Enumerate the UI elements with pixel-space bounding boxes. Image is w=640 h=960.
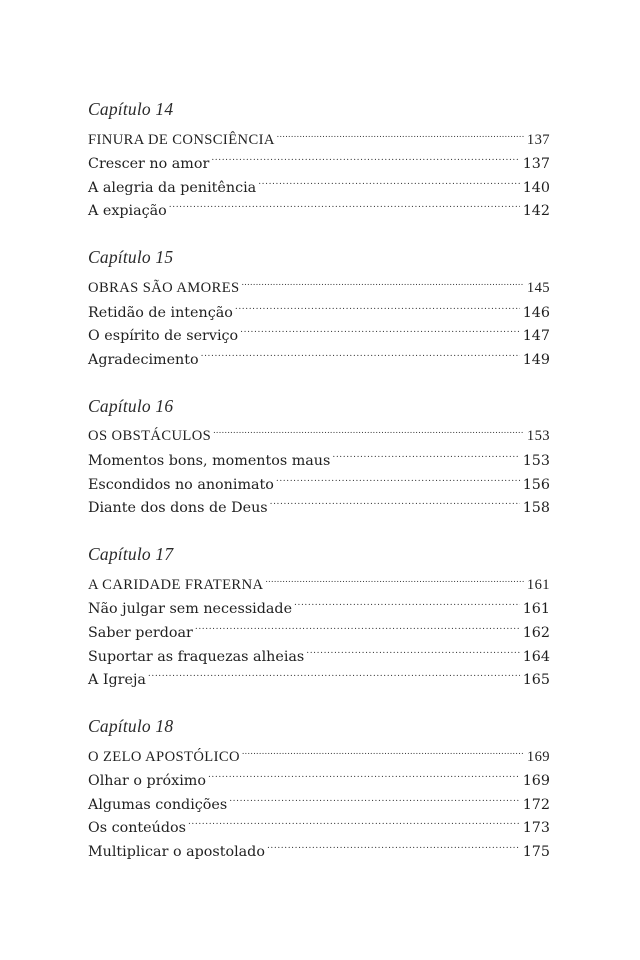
page-number: 149	[522, 351, 550, 368]
chapter-title: O ZELO APOSTÓLICO	[88, 748, 240, 765]
section-title: Suportar as fraquezas alheias	[88, 648, 305, 665]
page-number: 169	[526, 748, 550, 765]
chapter-17	[88, 543, 550, 689]
page-number: 153	[526, 428, 550, 445]
page-number: 158	[522, 500, 550, 517]
page-number: 175	[522, 844, 550, 861]
section-title: Saber perdoar	[88, 624, 193, 641]
page-number: 153	[522, 452, 550, 469]
page-number: 137	[522, 156, 550, 173]
dot-leader	[242, 737, 524, 761]
section-title: Olhar o próximo	[88, 773, 206, 790]
dot-leader	[201, 340, 520, 364]
dot-leader	[240, 317, 520, 341]
chapter-14	[88, 98, 550, 220]
chapter-label: Capítulo 18	[88, 716, 174, 737]
section-title: Não julgar sem necessidade	[88, 601, 293, 618]
dot-leader	[258, 168, 520, 192]
chapter-title: OBRAS SÃO AMORES	[88, 279, 240, 296]
dot-leader	[242, 268, 524, 292]
chapter-15	[88, 246, 550, 368]
section-title: Escondidos no anonimato	[88, 476, 274, 493]
chapter-main-entry[interactable]	[88, 565, 550, 593]
page-number: 140	[522, 179, 550, 196]
chapter-title: OS OBSTÁCULOS	[88, 428, 212, 445]
chapter-title: A CARIDADE FRATERNA	[88, 576, 264, 593]
section-title: Diante dos dons de Deus	[88, 500, 268, 517]
dot-leader	[267, 832, 520, 856]
dot-leader	[270, 489, 520, 513]
page-number: 137	[526, 131, 550, 148]
chapter-label: Capítulo 16	[88, 395, 174, 416]
chapter-label: Capítulo 15	[88, 247, 174, 268]
section-title: Multiplicar o apostolado	[88, 844, 265, 861]
chapter-main-entry[interactable]	[88, 737, 550, 765]
dot-leader	[229, 785, 520, 809]
page-number: 142	[522, 203, 550, 220]
page-number: 156	[522, 476, 550, 493]
page-number: 165	[522, 672, 550, 689]
dot-leader	[211, 145, 519, 169]
section-title: O espírito de serviço	[88, 328, 239, 345]
section-title: A expiação	[88, 203, 167, 220]
page-number: 162	[522, 624, 550, 641]
dot-leader	[332, 441, 519, 465]
page-number: 147	[522, 328, 550, 345]
page-number: 173	[522, 820, 550, 837]
chapter-main-entry[interactable]	[88, 268, 550, 296]
chapter-18	[88, 715, 550, 861]
section-title: Algumas condições	[88, 796, 228, 813]
page-number: 161	[522, 601, 550, 618]
dot-leader	[294, 590, 520, 614]
dot-leader	[306, 637, 519, 661]
chapter-title: FINURA DE CONSCIÊNCIA	[88, 131, 275, 148]
dot-leader	[169, 192, 520, 216]
chapter-main-entry[interactable]	[88, 417, 550, 445]
section-title: Momentos bons, momentos maus	[88, 452, 331, 469]
section-title: Crescer no amor	[88, 156, 210, 173]
page-number: 145	[526, 279, 550, 296]
dot-leader	[277, 120, 524, 144]
section-title: A alegria da penitência	[88, 179, 257, 196]
section-title: A Igreja	[88, 672, 146, 689]
dot-leader	[188, 809, 520, 833]
dot-leader	[148, 661, 520, 685]
table-of-contents	[88, 98, 550, 861]
dot-leader	[265, 565, 523, 589]
dot-leader	[235, 293, 520, 317]
section-title: Agradecimento	[88, 351, 199, 368]
page-number: 172	[522, 796, 550, 813]
page-number: 146	[522, 304, 550, 321]
chapter-16	[88, 395, 550, 517]
dot-leader	[208, 762, 520, 786]
dot-leader	[276, 465, 520, 489]
section-title: Os conteúdos	[88, 820, 186, 837]
chapter-main-entry[interactable]	[88, 120, 550, 148]
chapter-label: Capítulo 17	[88, 544, 174, 565]
page-number: 161	[526, 576, 550, 593]
chapter-label: Capítulo 14	[88, 99, 174, 119]
page-number: 164	[522, 648, 550, 665]
section-title: Retidão de intenção	[88, 304, 233, 321]
dot-leader	[195, 613, 520, 637]
section-entry[interactable]	[88, 661, 550, 689]
page-number: 169	[522, 773, 550, 790]
dot-leader	[213, 417, 524, 441]
